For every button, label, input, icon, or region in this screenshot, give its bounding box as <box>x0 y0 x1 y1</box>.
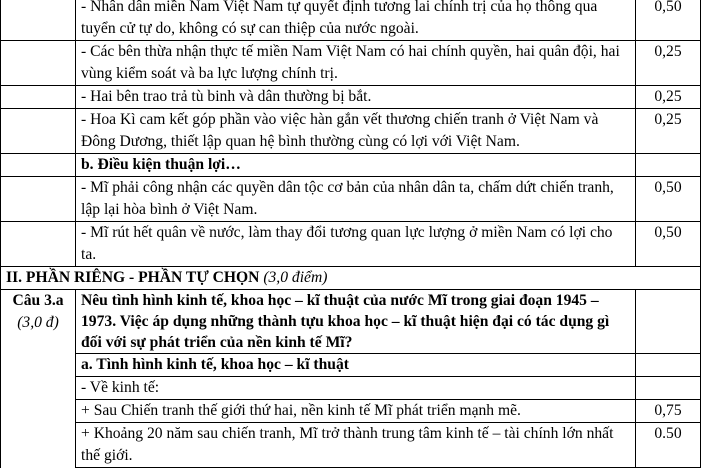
question-number: Câu 3.a <box>12 292 64 309</box>
answer-text: + Khoảng 20 năm sau chiến tranh, Mĩ trở thành trung tâm kinh tế – tài chính lớn nhất thế giới. <box>76 423 636 468</box>
subheading-b: b. Điều kiện thuận lợi… <box>76 154 636 177</box>
blank-cell <box>636 377 701 400</box>
score-cell: 0.50 <box>636 423 701 468</box>
question-points: (3,0 đ) <box>17 314 59 331</box>
answer-text: - Mĩ phải công nhận các quyền dân tộc cơ bản của nhân dân ta, chấm dứt chiến tranh, lập lại hòa bình ở Việt Nam. <box>76 177 636 222</box>
answer-text: - Hoa Kì cam kết góp phần vào việc hàn gắn vết thương chiến tranh ở Việt Nam và Đông Dương, thiết lập quan hệ bình thường cùng có lợi với Việt Nam. <box>76 109 636 154</box>
blank-cell <box>1 109 76 154</box>
section-heading <box>1 267 701 290</box>
table-row <box>1 109 701 154</box>
table-row <box>1 423 701 468</box>
table-row <box>1 177 701 222</box>
blank-cell <box>636 290 701 354</box>
table-row <box>1 86 701 109</box>
table-row <box>1 222 701 267</box>
table-row <box>1 41 701 86</box>
answer-text: - Về kinh tế: <box>76 377 636 400</box>
blank-cell <box>1 86 76 109</box>
section-points: (3,0 điểm) <box>263 269 328 286</box>
blank-cell <box>1 0 76 41</box>
answer-text: - Mĩ rút hết quân về nước, làm thay đổi tương quan lực lượng ở miền Nam có lợi cho ta. <box>76 222 636 267</box>
table-row <box>1 154 701 177</box>
table-row <box>1 400 701 423</box>
answer-text: - Hai bên trao trả tù binh và dân thường bị bắt. <box>76 86 636 109</box>
answer-text: + Sau Chiến tranh thế giới thứ hai, nền kinh tế Mĩ phát triển mạnh mẽ. <box>76 400 636 423</box>
blank-cell <box>1 41 76 86</box>
score-cell: 0,25 <box>636 109 701 154</box>
answer-text: - Nhân dân miền Nam Việt Nam tự quyết định tương lai chính trị của họ thông qua tuyển cử tự do, không có sự can thiệp của nước ngoài. <box>76 0 636 41</box>
section-row <box>1 267 701 290</box>
blank-cell <box>1 222 76 267</box>
table-row <box>1 354 701 377</box>
table-row <box>1 0 701 41</box>
question-label-cell <box>1 290 76 468</box>
score-cell: 0,25 <box>636 86 701 109</box>
answer-text: - Các bên thừa nhận thực tế miền Nam Việt Nam có hai chính quyền, hai quân đội, hai vùng kiểm soát và ba lực lượng chính trị. <box>76 41 636 86</box>
table-row <box>1 377 701 400</box>
score-cell: 0,50 <box>636 0 701 41</box>
blank-cell <box>1 154 76 177</box>
score-cell: 0,25 <box>636 41 701 86</box>
section-title: II. PHẦN RIÊNG - PHẦN TỰ CHỌN <box>6 269 260 286</box>
blank-cell <box>636 154 701 177</box>
score-cell: 0,50 <box>636 222 701 267</box>
score-cell: 0,50 <box>636 177 701 222</box>
question-row <box>1 290 701 354</box>
score-cell: 0,75 <box>636 400 701 423</box>
blank-cell <box>1 177 76 222</box>
subheading-a: a. Tình hình kinh tế, khoa học – kĩ thuật <box>76 354 636 377</box>
blank-cell <box>636 354 701 377</box>
question-text: Nêu tình hình kinh tế, khoa học – kĩ thuật của nước Mĩ trong giai đoạn 1945 – 1973. Việc áp dụng những thành tựu khoa học – kĩ thuật hiện đại có tác dụng gì đối với sự phát triển của nền kinh tế Mĩ? <box>76 290 636 354</box>
